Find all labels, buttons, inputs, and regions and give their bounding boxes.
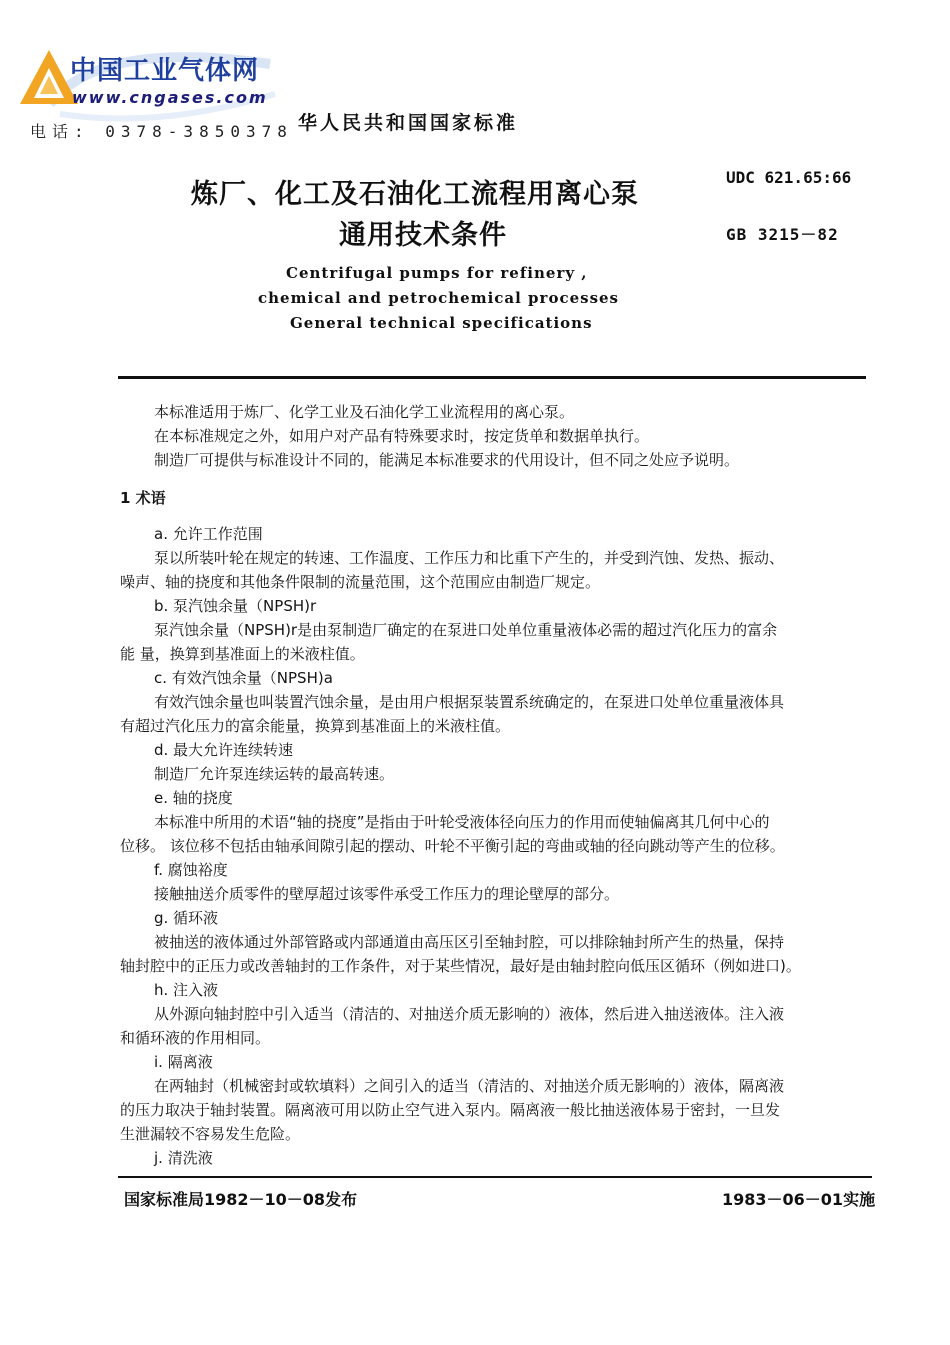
term-text: 生泄漏较不容易发生危险。 (120, 1125, 301, 1143)
term-text: 本标准中所用的术语“轴的挠度”是指由于叶轮受液体径向压力的作用而使轴偏离其几何中心的 (154, 813, 770, 831)
term-text: 在两轴封（机械密封或软填料）之间引入的适当（清洁的、对抽送介质无影响的）液体，隔离液 (154, 1077, 785, 1095)
intro-line: 制造厂可提供与标准设计不同的，能满足本标准要求的代用设计，但不同之处应予说明。 (154, 451, 740, 469)
term-text: 有效汽蚀余量也叫装置汽蚀余量，是由用户根据泵装置系统确定的，在泵进口处单位重量液体具 (154, 693, 785, 711)
english-title-line-2: chemical and petrochemical processes (258, 289, 620, 307)
term-heading: f. 腐蚀裕度 (154, 861, 228, 879)
term-text: 泵以所装叶轮在规定的转速、工作温度、工作压力和比重下产生的，并受到汽蚀、发热、振动、 (154, 549, 785, 567)
english-title-line-3: General technical specifications (290, 314, 593, 332)
english-title-line-1: Centrifugal pumps for refinery , (286, 264, 588, 282)
gb-number: GB 3215－82 (726, 225, 839, 244)
watermark-url: www.cngases.com (72, 88, 268, 107)
term-text: 的压力取决于轴封装置。隔离液可用以防止空气进入泵内。隔离液一般比抽送液体易于密封，一旦发 (120, 1101, 781, 1119)
effective-date: 1983－06－01实施 (722, 1190, 876, 1209)
term-heading: i. 隔离液 (154, 1053, 213, 1071)
term-heading: e. 轴的挠度 (154, 789, 233, 807)
term-text: 轴封腔中的正压力或改善轴封的工作条件，对于某些情况，最好是由轴封腔向低压区循环（例如进口)。 (120, 957, 801, 975)
term-text: 噪声、轴的挠度和其他条件限制的流量范围，这个范围应由制造厂规定。 (120, 573, 601, 591)
intro-line: 在本标准规定之外，如用户对产品有特殊要求时，按定货单和数据单执行。 (154, 427, 650, 445)
term-heading: b. 泵汽蚀余量（NPSH)r (154, 597, 317, 615)
watermark-site-name: 中国工业气体网 (70, 56, 260, 86)
country-standard-label: 华人民共和国国家标准 (298, 112, 519, 134)
term-heading: g. 循环液 (154, 909, 219, 927)
intro-line: 本标准适用于炼厂、化学工业及石油化学工业流程用的离心泵。 (154, 403, 575, 421)
term-text: 和循环液的作用相同。 (120, 1029, 271, 1047)
term-heading: c. 有效汽蚀余量（NPSH)a (154, 669, 333, 687)
watermark-phone: 电话: 0378-3850378 (30, 122, 293, 141)
term-text: 有超过汽化压力的富余能量，换算到基准面上的米液柱值。 (120, 717, 511, 735)
header-divider (118, 376, 866, 379)
footer-divider (118, 1176, 872, 1178)
issue-date: 国家标准局1982－10－08发布 (124, 1190, 358, 1209)
term-heading: h. 注入液 (154, 981, 219, 999)
udc-code: UDC 621.65:66 (726, 168, 852, 187)
term-heading: a. 允许工作范围 (154, 525, 263, 543)
term-text: 泵汽蚀余量（NPSH)r是由泵制造厂确定的在泵进口处单位重量液体必需的超过汽化压力的富余 (154, 621, 778, 639)
term-text: 从外源向轴封腔中引入适当（清洁的、对抽送介质无影响的）液体，然后进入抽送液体。注入液 (154, 1005, 785, 1023)
term-text: 制造厂允许泵连续运转的最高转速。 (154, 765, 395, 783)
standard-title-line-2: 通用技术条件 (339, 220, 507, 251)
term-heading: j. 清洗液 (154, 1149, 213, 1167)
standard-title-line-1: 炼厂、化工及石油化工流程用离心泵 (191, 179, 639, 210)
section-heading: 1 术语 (120, 489, 166, 507)
term-heading: d. 最大允许连续转速 (154, 741, 294, 759)
term-text: 被抽送的液体通过外部管路或内部通道由高压区引至轴封腔，可以排除轴封所产生的热量，保持 (154, 933, 785, 951)
term-text: 位移。 该位移不包括由轴承间隙引起的摆动、叶轮不平衡引起的弯曲或轴的径向跳动等产生的位移。 (120, 837, 785, 855)
term-text: 接触抽送介质零件的壁厚超过该零件承受工作压力的理论壁厚的部分。 (154, 885, 620, 903)
term-text: 能 量，换算到基准面上的米液柱值。 (120, 645, 365, 663)
